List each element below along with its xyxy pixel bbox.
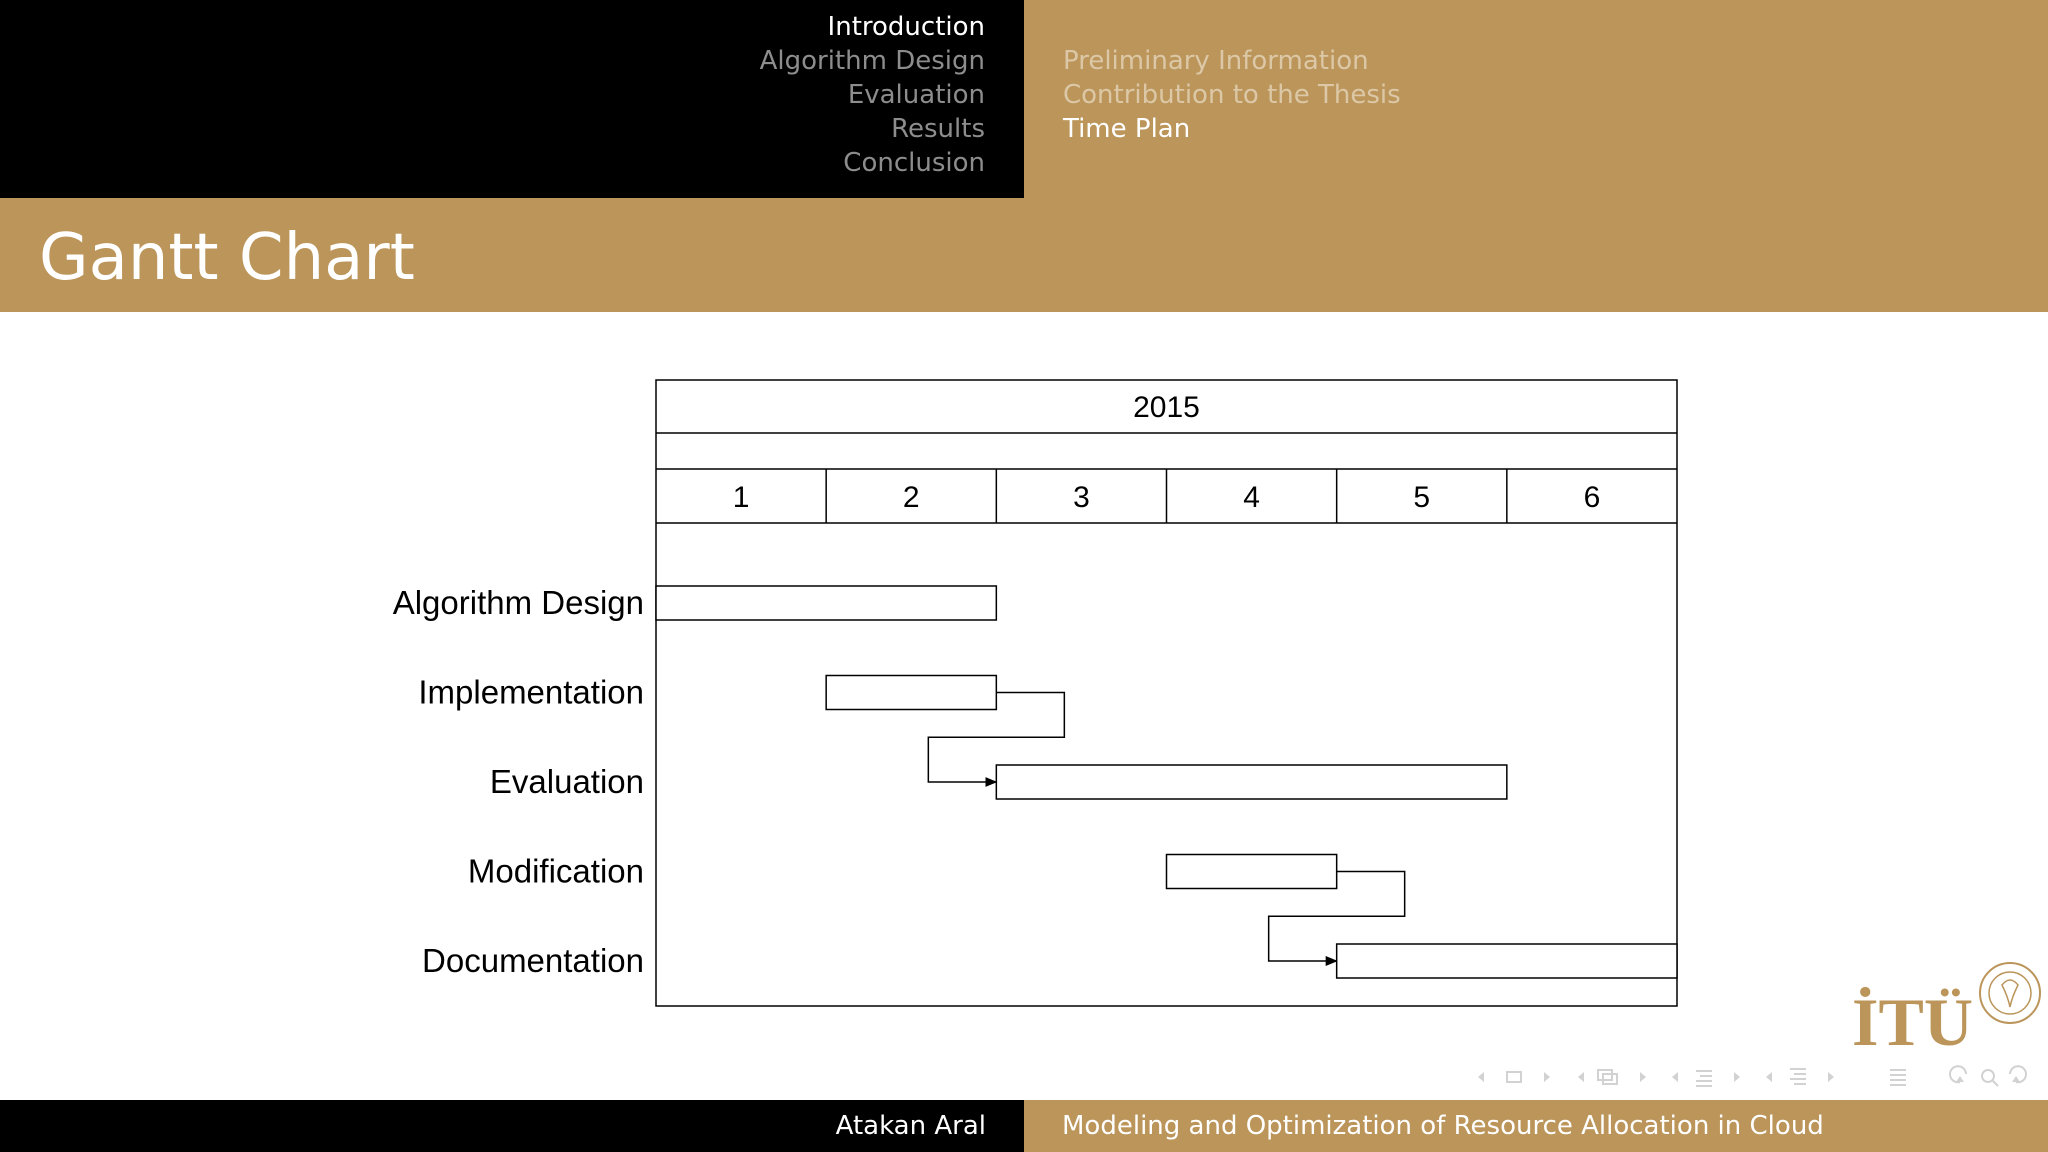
gantt-bar xyxy=(1337,944,1677,978)
gantt-bar xyxy=(996,765,1506,799)
section-next-icon[interactable] xyxy=(1734,1072,1740,1082)
footer-author: Atakan Aral xyxy=(835,1111,986,1141)
gantt-period-label: 4 xyxy=(1243,481,1260,514)
gantt-period-label: 3 xyxy=(1073,481,1090,514)
document-prev-icon[interactable] xyxy=(1766,1072,1772,1082)
frame-prev-icon[interactable] xyxy=(1478,1072,1484,1082)
nav-section-results[interactable]: Results xyxy=(891,114,985,144)
gantt-task-label: Implementation xyxy=(418,673,644,711)
beamer-navigation-bar xyxy=(1470,1062,2040,1092)
itu-logo xyxy=(1852,945,2042,1055)
nav-subsection-time-plan[interactable]: Time Plan xyxy=(1063,114,1191,144)
gantt-period-label: 2 xyxy=(902,481,920,514)
gantt-bar xyxy=(656,586,996,620)
document-icon[interactable] xyxy=(1790,1069,1806,1084)
back-icon[interactable] xyxy=(1950,1066,1966,1082)
frame-next-icon[interactable] xyxy=(1544,1072,1550,1082)
appendix-icon[interactable] xyxy=(1890,1070,1906,1085)
nav-subsection-preliminary-information[interactable]: Preliminary Information xyxy=(1063,46,1369,76)
gantt-bar xyxy=(1167,855,1337,889)
gantt-period-label: 1 xyxy=(732,481,750,514)
nav-section-conclusion[interactable]: Conclusion xyxy=(843,148,985,178)
gantt-task-label: Algorithm Design xyxy=(392,584,644,621)
subsection-next-icon[interactable] xyxy=(1640,1072,1646,1082)
nav-section-evaluation[interactable]: Evaluation xyxy=(847,80,985,110)
section-prev-icon[interactable] xyxy=(1672,1072,1678,1082)
footer-title: Modeling and Optimization of Resource Allocation in Cloud xyxy=(1062,1111,1824,1141)
nav-section-introduction[interactable]: Introduction xyxy=(827,12,985,42)
gantt-period-label: 6 xyxy=(1583,481,1601,514)
frame-icon[interactable] xyxy=(1507,1072,1521,1082)
subsection-prev-icon[interactable] xyxy=(1578,1072,1584,1082)
gantt-year-label: 2015 xyxy=(1133,391,1200,424)
footer-author-bar xyxy=(0,1100,1024,1152)
footer-title-bar xyxy=(1024,1100,2048,1152)
slide-title: Gantt Chart xyxy=(39,221,415,295)
document-next-icon[interactable] xyxy=(1828,1072,1834,1082)
nav-subsection-contribution[interactable]: Contribution to the Thesis xyxy=(1063,80,1401,110)
section-icon[interactable] xyxy=(1696,1071,1712,1086)
search-icon[interactable] xyxy=(1982,1070,1998,1086)
gantt-task-label: Documentation xyxy=(422,942,644,979)
logo-wordmark: İTÜ xyxy=(1852,984,1973,1055)
gantt-period-label: 5 xyxy=(1413,481,1431,514)
forward-icon[interactable] xyxy=(2010,1066,2026,1082)
gantt-bar xyxy=(826,676,996,710)
gantt-task-label: Modification xyxy=(467,852,644,890)
gantt-task-label: Evaluation xyxy=(489,763,644,800)
nav-section-algorithm-design[interactable]: Algorithm Design xyxy=(759,46,985,76)
subsection-icon[interactable] xyxy=(1598,1070,1617,1084)
